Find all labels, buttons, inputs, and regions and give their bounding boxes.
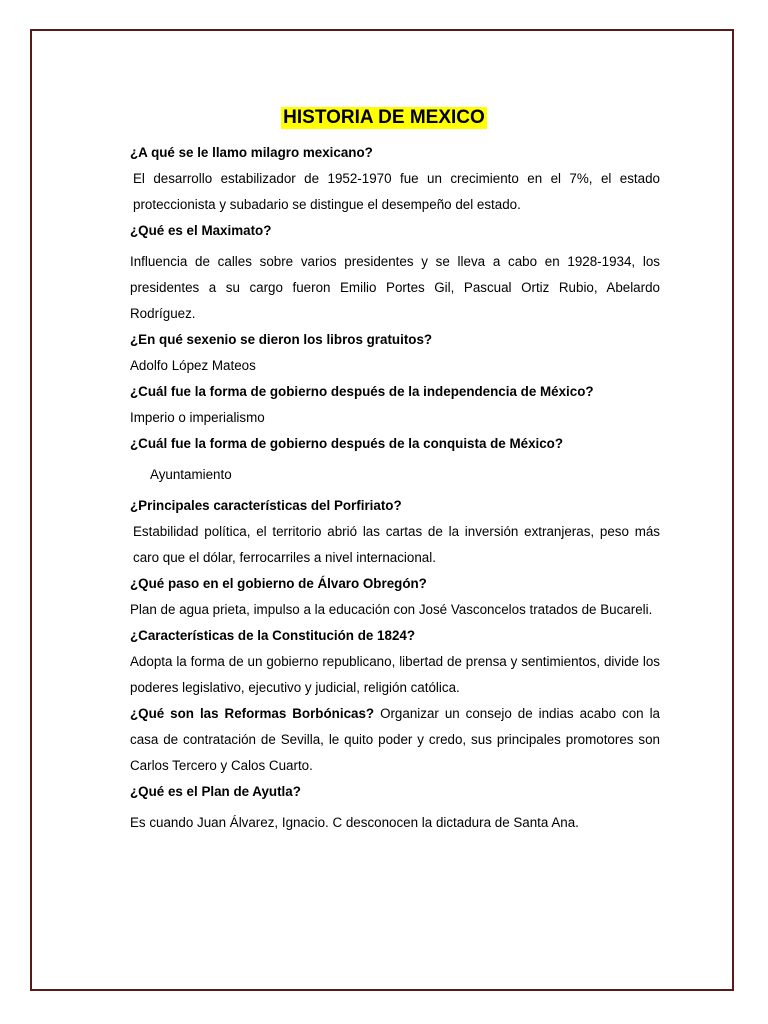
question-2: ¿Qué es el Maximato? xyxy=(130,223,272,238)
question-4: ¿Cuál fue la forma de gobierno después de la independencia de México? xyxy=(130,384,594,399)
question-1: ¿A qué se le llamo milagro mexicano? xyxy=(130,145,373,160)
answer-8: Adopta la forma de un gobierno republicano, libertad de prensa y sentimientos, divide los poderes legislativo, ejecutivo y judicial, religión católica. xyxy=(130,654,660,695)
question-5: ¿Cuál fue la forma de gobierno después de la conquista de México? xyxy=(130,436,564,451)
question-3: ¿En qué sexenio se dieron los libros gratuitos? xyxy=(130,332,433,347)
answer-10: Es cuando Juan Álvarez, Ignacio. C desconocen la dictadura de Santa Ana. xyxy=(130,815,579,830)
answer-5: Ayuntamiento xyxy=(150,467,232,482)
answer-7: Plan de agua prieta, impulso a la educación con José Vasconcelos tratados de Bucareli. xyxy=(130,602,653,617)
page-title: HISTORIA DE MEXICO xyxy=(283,107,485,128)
question-7: ¿Qué paso en el gobierno de Álvaro Obregón? xyxy=(130,576,427,591)
question-6: ¿Principales características del Porfiriato? xyxy=(130,498,402,513)
answer-4: Imperio o imperialismo xyxy=(130,410,265,425)
answer-9: Organizar un consejo de indias acabo con la casa de contratación de Sevilla, le quito poder y credo, sus principales promotores son Carlos Tercero y Calos Cuarto. xyxy=(130,706,660,773)
question-8: ¿Características de la Constitución de 1824? xyxy=(130,628,416,643)
title-container xyxy=(0,107,768,129)
qa-9 xyxy=(130,701,660,779)
answer-3: Adolfo López Mateos xyxy=(130,358,256,373)
question-9: ¿Qué son las Reformas Borbónicas? xyxy=(130,706,375,721)
document-body xyxy=(130,140,660,836)
answer-6: Estabilidad política, el territorio abrió las cartas de la inversión extranjeras, peso más caro que el dólar, ferrocarriles a nivel internacional. xyxy=(133,524,660,565)
question-10: ¿Qué es el Plan de Ayutla? xyxy=(130,784,301,799)
answer-2: Influencia de calles sobre varios presidentes y se lleva a cabo en 1928-1934, los presidentes a su cargo fueron Emilio Portes Gil, Pascual Ortiz Rubio, Abelardo Rodríguez. xyxy=(130,254,660,321)
answer-1: El desarrollo estabilizador de 1952-1970 fue un crecimiento en el 7%, el estado proteccionista y subadario se distingue el desempeño del estado. xyxy=(133,171,660,212)
